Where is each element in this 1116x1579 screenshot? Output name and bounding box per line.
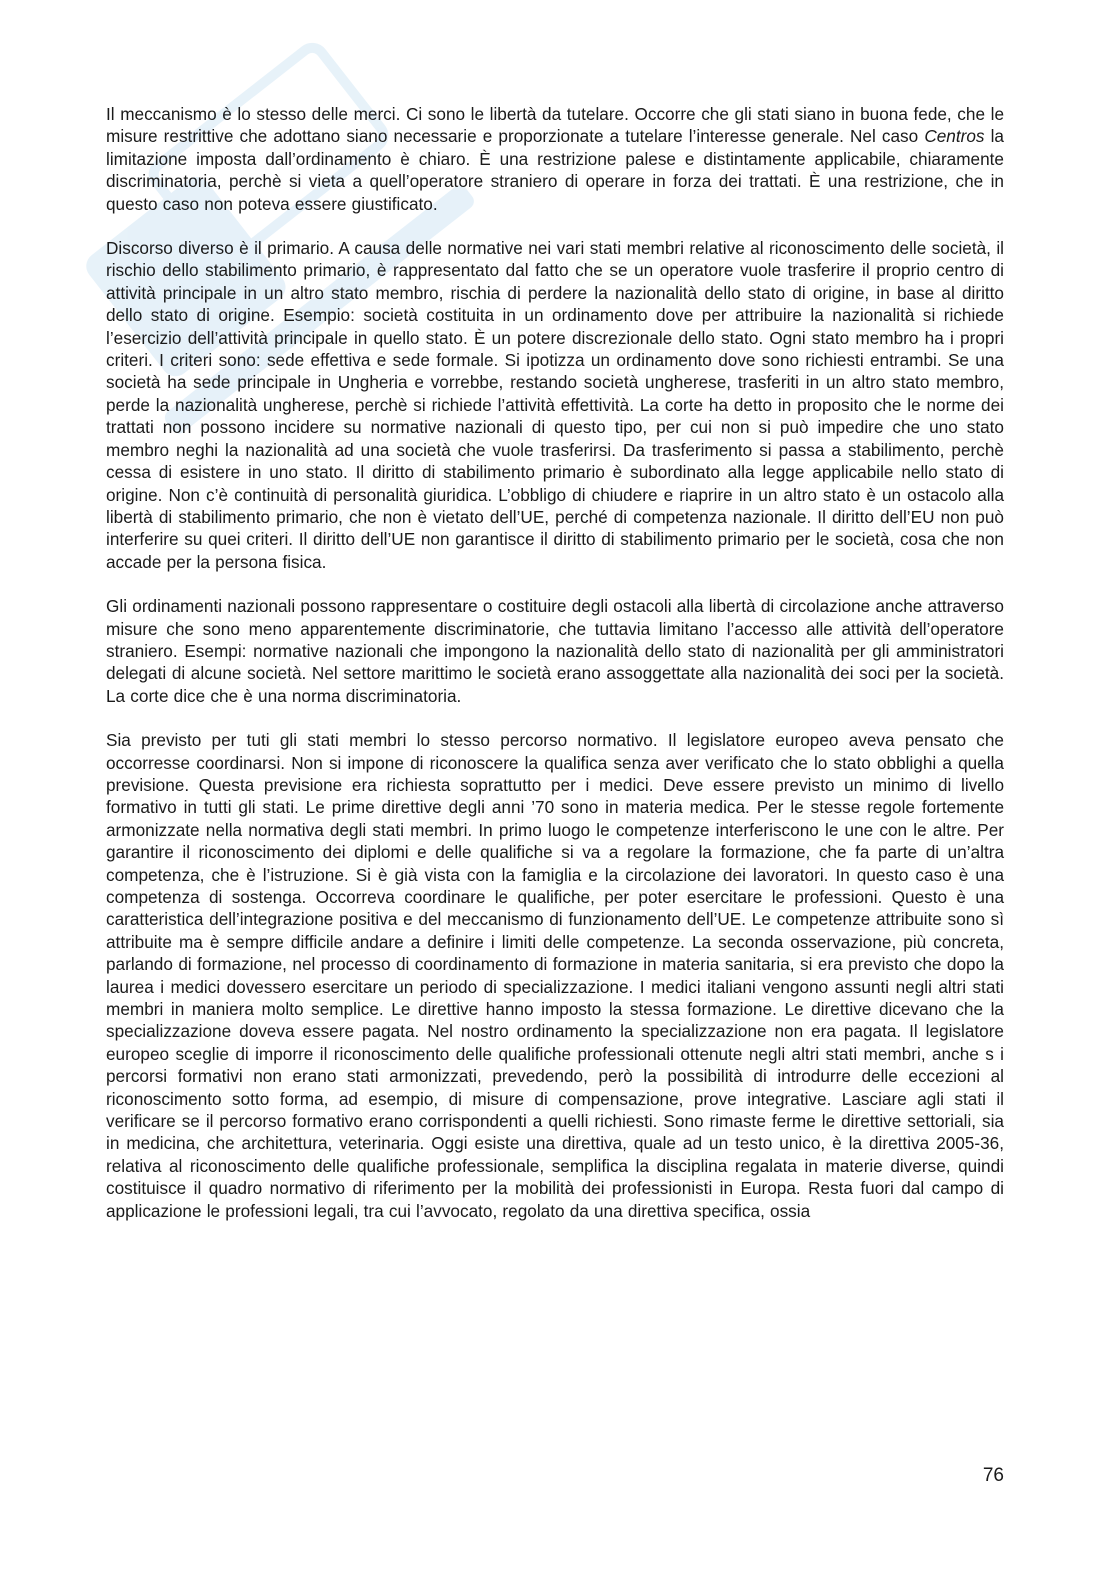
case-name: Centros — [924, 126, 985, 147]
paragraph: Discorso diverso è il primario. A causa delle normative nei vari stati membri relative al riconoscimento delle società, il rischio dello stabilimento primario, è rappresentato dal fatto che se un operatore vuole trasferire il proprio centro di attività principale in un altro stato membro, rischia di perdere la nazionalità dello stato di origine, in base al diritto dello stato di origine. Esempio: società costituita in un ordinamento dove per attribuire la nazionalità si richiede l’esercizio dell’attività principale in quello stato. È un potere discrezionale dello stato. Ogni stato membro ha i propri criteri. I criteri sono: sede effettiva e sede formale. Si ipotizza un ordinamento dove sono richiesti entrambi. Se una società ha sede principale in Ungheria e vorrebbe, restando società ungherese, trasferiti in un altro stato membro, perde la nazionalità ungherese, perchè si richiede l’attività effettività. La corte ha detto in proposito che le norme dei trattati non possono incidere su normative nazionali di questo tipo, per cui non si può impedire che uno stato membro neghi la nazionalità ad una società che vuole trasferirsi. Da trasferimento si passa a stabilimento, perchè cessa di esistere in uno stato. Il diritto di stabilimento primario è subordinato alla legge applicabile nello stato di origine. Non c’è continuità di personalità giuridica. L’obbligo di chiudere e riaprire in un altro stato è un ostacolo alla libertà di stabilimento primario, che non è vietato dell’UE, perché di competenza nazionale. Il diritto dell’EU non può interferire su quei criteri. Il diritto dell’UE non garantisce il diritto di stabilimento primario per le società, cosa che non accade per la persona fisica. — [106, 238, 1004, 572]
document-body — [106, 103, 1004, 1244]
paragraph: Sia previsto per tuti gli stati membri lo stesso percorso normativo. Il legislatore europeo aveva pensato che occorresse coordinarsi. Non si impone di riconoscere la qualifica senza aver verificato che lo stato obblighi a quella previsione. Questa previsione era richiesta soprattutto per i medici. Deve essere previsto un minimo di livello formativo in tutti gli stati. Le prime direttive degli anni ’70 sono in materia medica. Per le stesse regole fortemente armonizzate nella normativa degli stati membri. In primo luogo le competenze interferiscono le une con le altre. Per garantire il riconoscimento dei diplomi e delle qualifiche si va a regolare la formazione, che fa parte di un’altra competenza, che è l’istruzione. Si è già vista con la famiglia e la circolazione dei lavoratori. In questo caso è una competenza di sostenga. Occorreva coordinare le qualifiche, per poter esercitare le professioni. Questo è una caratteristica dell’integrazione positiva e del meccanismo di funzionamento dell’UE. Le competenze attribuite sono sì attribuite ma è sempre difficile andare a definire i limiti delle competenze. La seconda osservazione, più concreta, parlando di formazione, nel processo di coordinamento di formazione in materia sanitaria, si era previsto che dopo la laurea i medici dovessero esercitare un periodo di specializzazione. I medici italiani vengono assunti negli altri stati membri in maniera molto semplice. Le direttive hanno imposto la stessa formazione. Le direttive dicevano che la specializzazione doveva essere pagata. Nel nostro ordinamento la specializzazione non era pagata. Il legislatore europeo sceglie di imporre il riconoscimento delle qualifiche professionali ottenute negli altri stati membri, anche s i percorsi formativi non erano stati armonizzati, prevedendo, però la possibilità di introdurre delle eccezioni al riconoscimento sotto forma, ad esempio, di misure di compensazione, prove integrative. Lasciare agli stati il verificare se il percorso formativo erano corrispondenti a quelli richiesti. Sono rimaste ferme le direttive settoriali, sia in medicina, che architettura, veterinaria. Oggi esiste una direttiva, quale ad un testo unico, è la direttiva 2005-36, relativa al riconoscimento delle qualifiche professionale, semplifica la disciplina regalata in materie diverse, quindi costituisce il quadro normativo di riferimento per la mobilità dei professionisti in Europa. Resta fuori dal campo di applicazione le professioni legali, tra cui l’avvocato, regolato da una direttiva specifica, ossia — [106, 730, 1004, 1221]
paragraph: Gli ordinamenti nazionali possono rappresentare o costituire degli ostacoli alla libertà di circolazione anche attraverso misure che sono meno apparentemente discriminatorie, che tuttavia limitano l’accesso alle attività dell’operatore straniero. Esempi: normative nazionali che impongono la nazionalità dello stato di nazionalità per gli amministratori delegati di alcune società. Nel settore marittimo le società erano assoggettate alla nazionalità dei soci per la società. La corte dice che è una norma discriminatoria. — [106, 596, 1004, 706]
page-number: 76 — [982, 1465, 1004, 1486]
paragraph-text: la limitazione imposta dall’ordinamento è chiaro. È una restrizione palese e distintamente applicabile, chiaramente discriminatoria, perchè si vieta a quell’operatore straniero di operare in forza dei trattati. È una restrizione, che in questo caso non poteva essere giustificato. — [106, 126, 1004, 214]
paragraph — [106, 103, 1004, 215]
paragraph-text: Il meccanismo è lo stesso delle merci. Ci sono le libertà da tutelare. Occorre che gli stati siano in buona fede, che le misure restrittive che adottano siano necessarie e proporzionate a tutelare l’interesse generale. Nel caso — [106, 104, 1004, 147]
